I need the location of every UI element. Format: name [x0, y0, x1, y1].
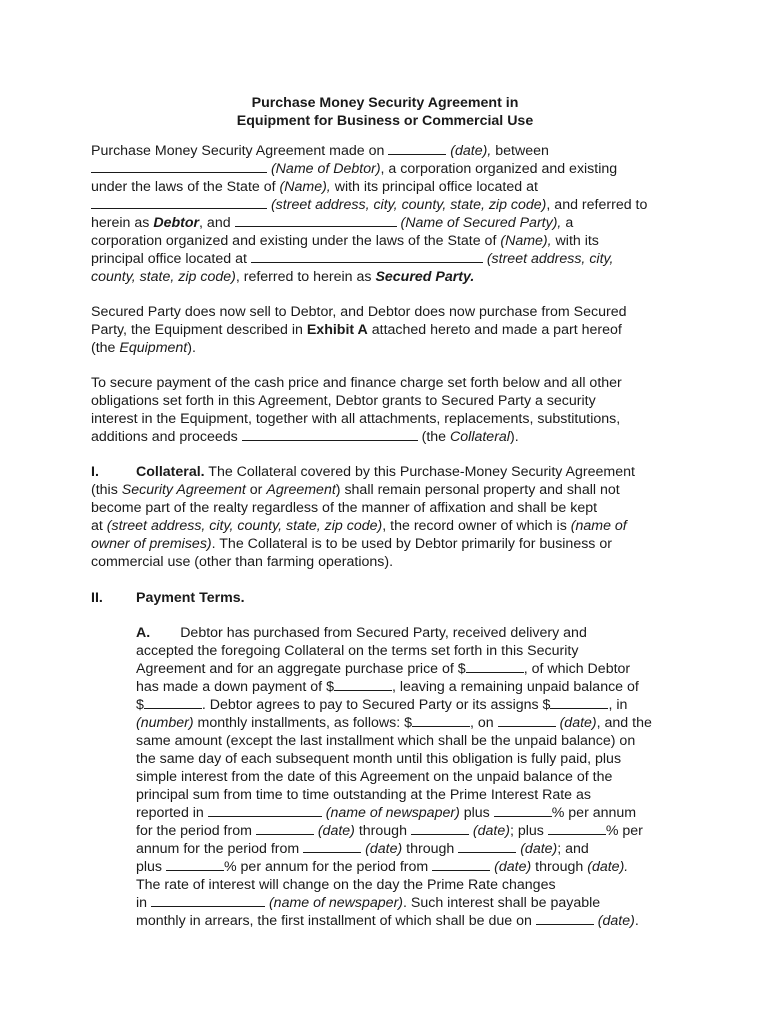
down-payment-blank	[334, 678, 392, 691]
sale-paragraph: Secured Party does now sell to Debtor, and Debtor does now purchase from Secured Party, the Equipment described in Exhibit A attached hereto and made a part hereof (the Equipment).	[91, 304, 627, 356]
rate-blank-1	[494, 804, 552, 817]
text: Purchase Money Security Agreement made on	[91, 143, 385, 159]
section-1-heading: Collateral.	[136, 464, 205, 480]
date-blank	[388, 142, 446, 155]
installment-date-blank	[498, 714, 556, 727]
subsection-a-payment: A. Debtor has purchased from Secured Party, received delivery and accepted the foregoing Collateral on the terms set forth in this Security Agreement and for an aggregate purchase price of $ , of which Debtor has made a down payment of $ , leaving a remaining unpaid balance of $ . Debtor agrees to pay to Secured Party or its assigns $ , in (number) monthly installments, as follows: $ , on (date), and the same amount (except the last installment which shall be the unpaid balance) on the same day of each subsequent month until this obligation is fully paid, plus simple interest from the date of this Agreement on the unpaid balance of the principal sum from time to time outstanding at the Prime Interest Rate as reported in (name of newspaper) plus % per annum for the period from (date) through (date); plus % per annum for the period from (date) through (date); and plus % per annum for the period from (date) through (date). The rate of interest will change on the day the Prime Rate changes in (name of newspaper). Such interest shall be payable monthly in arrears, the first installment of which shall be due on (date).	[136, 625, 652, 929]
purchase-price-blank	[466, 660, 524, 673]
debtor-name-blank	[91, 160, 267, 173]
subsection-a-number: A.	[136, 625, 151, 641]
intro-paragraph: Purchase Money Security Agreement made on (date), between (Name of Debtor), a corporation organized and existing under the laws of the State of (Name), with its principal office located at (street address, city, county, state, zip code), and referred to herein as Debtor, and (Name of Secured Party), a corporation organized and existing under the laws of the State of (Name), with its principal office located at (street address, city, county, state, zip code), referred to herein as Secured Party.	[91, 143, 648, 285]
newspaper-blank	[208, 804, 322, 817]
section-2-heading: Payment Terms.	[136, 590, 245, 606]
rate-blank-2	[548, 822, 606, 835]
period-start-blank-1	[256, 822, 314, 835]
document-title-line-2: Equipment for Business or Commercial Use	[236, 113, 534, 129]
secured-party-name-blank	[235, 214, 397, 227]
period-end-blank-2	[458, 840, 516, 853]
installment-total-blank	[550, 696, 608, 709]
first-installment-date-blank	[536, 912, 594, 925]
period-end-blank-1	[411, 822, 469, 835]
proceeds-blank	[242, 428, 418, 441]
newspaper-blank-2	[151, 894, 265, 907]
security-paragraph: To secure payment of the cash price and finance charge set forth below and all other obligations set forth in this Agreement, Debtor grants to Secured Party a security interest in the Equipment, together with all attachments, replacements, substitutions, additions and proceeds (the Collateral).	[91, 375, 622, 445]
document-title-line-1: Purchase Money Security Agreement in	[251, 95, 519, 111]
section-1-number: I.	[91, 464, 99, 480]
secured-party-address-blank	[251, 250, 483, 263]
period-start-blank-2	[303, 840, 361, 853]
unpaid-balance-blank	[144, 696, 202, 709]
section-1-collateral: Collateral. The Collateral covered by this Purchase-Money Security Agreement (this Security Agreement or Agreement) shall remain personal property and shall not become part of the realty regardless of the manner of affixation and shall be kept at (street address, city, county, state, zip code), the record owner of which is (name of owner of premises). The Collateral is to be used by Debtor primarily for business or commercial use (other than farming operations).	[91, 464, 635, 570]
rate-blank-3	[166, 858, 224, 871]
debtor-address-blank	[91, 196, 267, 209]
period-start-blank-3	[432, 858, 490, 871]
section-2-number: II.	[91, 590, 103, 606]
installment-amount-blank	[412, 714, 470, 727]
